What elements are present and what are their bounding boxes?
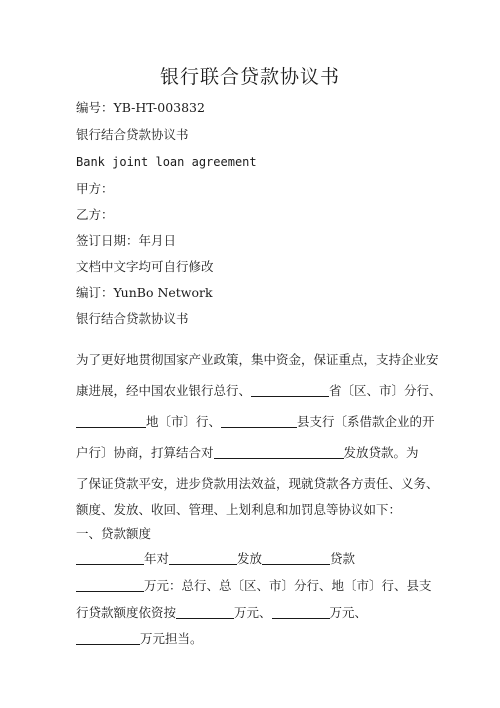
subtitle-cn: 银行结合贷款协议书 <box>76 127 189 142</box>
body-line-6: 额度、发放、收回、管理、上划利息和加罚息等协议如下： <box>76 502 402 517</box>
blank-prefecture[interactable] <box>76 415 146 428</box>
blank-amount-a[interactable] <box>176 606 234 619</box>
blank-borrower[interactable] <box>214 446 344 459</box>
subtitle-en: Bank joint loan agreement <box>76 155 257 169</box>
document-number: 编号：YB-HT-003832 <box>76 100 205 115</box>
party-a-label: 甲方： <box>76 181 114 196</box>
blank-amount[interactable] <box>76 579 144 592</box>
section1-line-2: 万元：总行、总〔区、市〕分行、地〔市〕行、县支 <box>76 578 432 594</box>
blank-county[interactable] <box>221 415 297 428</box>
body-line-4: 户行〕协商，打算结合对 发放贷款。为 <box>76 445 419 460</box>
section-heading-1: 一、贷款额度 <box>76 526 152 541</box>
editor-credit: 编订：YunBo Network <box>76 285 213 300</box>
sign-date: 签订日期：年月日 <box>76 233 177 248</box>
document-title: 银行联合贷款协议书 <box>159 66 340 88</box>
body-line-3: 地〔市〕行、 县支行〔系借款企业的开 <box>76 414 435 430</box>
blank-amount-b[interactable] <box>272 606 330 619</box>
section1-line-1: 年对 发放 贷款 <box>76 551 355 567</box>
section1-line-4: 万元担当。 <box>76 631 203 647</box>
body-line-5: 了保证贷款平安，进步贷款用法效益，现就贷款各方责任、义务、 <box>76 476 439 491</box>
edit-note: 文档中文字均可自行修改 <box>76 259 214 274</box>
section1-line-3: 行贷款额度依资按 万元、 万元、 <box>76 605 368 620</box>
party-b-label: 乙方： <box>76 207 114 222</box>
blank-province[interactable] <box>251 384 329 397</box>
subtitle-cn-2: 银行结合贷款协议书 <box>76 311 189 326</box>
body-line-1: 为了更好地贯彻国家产业政策，集中资金，保证重点，支持企业安 <box>76 352 439 367</box>
blank-recipient[interactable] <box>169 552 237 565</box>
blank-amount-c[interactable] <box>76 632 140 645</box>
blank-year[interactable] <box>76 552 144 565</box>
body-line-2: 康进展，经中国农业银行总行、 省〔区、市〕分行、 <box>76 383 442 398</box>
blank-loan-type[interactable] <box>262 552 330 565</box>
